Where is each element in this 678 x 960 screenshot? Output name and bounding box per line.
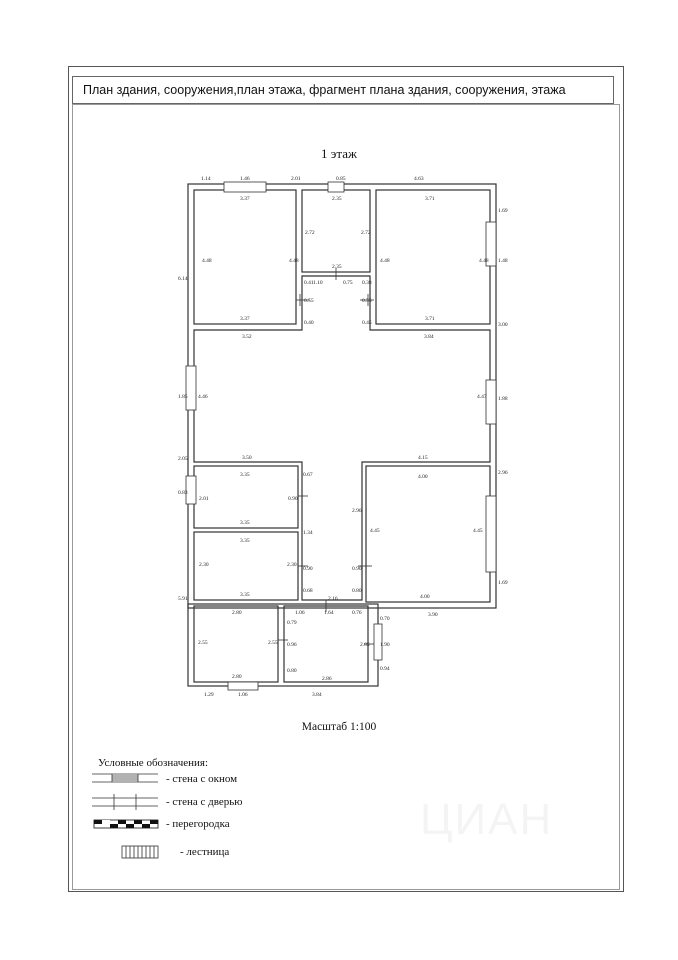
dim-label: 0.80 (287, 668, 297, 674)
dim-label: 4.48 (479, 258, 489, 264)
dim-label: 4.46 (198, 394, 208, 400)
outer-wall-lower (188, 604, 378, 686)
dim-label: 3.35 (240, 520, 250, 526)
dim-label: 4.63 (414, 176, 424, 182)
dim-label: 1.06 (238, 692, 248, 698)
dim-label: 4.48 (289, 258, 299, 264)
dim-label: 0.90 (303, 566, 313, 572)
dim-label: 4.15 (418, 455, 428, 461)
dim-label: 1.10 (313, 280, 323, 286)
dim-label: 2.01 (199, 496, 209, 502)
dim-label: 2.30 (287, 562, 297, 568)
legend-label-partition: - перегородка (166, 818, 230, 830)
dim-label: 2.80 (232, 610, 242, 616)
dim-label: 0.45 (362, 320, 372, 326)
dimension-labels (178, 176, 508, 698)
dim-label: 1.29 (204, 692, 214, 698)
dim-label: 1.06 (295, 610, 305, 616)
dim-label: 4.48 (202, 258, 212, 264)
dim-label: 0.85 (336, 176, 346, 182)
dim-label: 2.16 (328, 596, 338, 602)
dim-label: 2.01 (291, 176, 301, 182)
scale-label: Масштаб 1:100 (301, 721, 377, 733)
hall (194, 276, 490, 600)
dim-label: 0.75 (343, 280, 353, 286)
dim-label: 1.90 (380, 642, 390, 648)
dim-label: 3.00 (498, 322, 508, 328)
dim-label: 3.84 (312, 692, 322, 698)
dim-label: 0.90 (352, 566, 362, 572)
dim-label: 0.80 (352, 588, 362, 594)
dim-label: 3.37 (240, 196, 250, 202)
dim-label: 1.69 (498, 208, 508, 214)
legend-title: Условные обозначения: (98, 757, 209, 769)
dim-label: 6.14 (178, 276, 188, 282)
floor-title: 1 этаж (321, 146, 357, 161)
dim-label: 0.67 (303, 472, 313, 478)
dim-label: 2.80 (232, 674, 242, 680)
dim-label: 3.52 (242, 334, 252, 340)
legend-label-stairs: - лестница (180, 846, 230, 858)
dim-label: 4.47 (477, 394, 487, 400)
dim-label: 1.48 (498, 258, 508, 264)
wall-with-window-icon (92, 774, 158, 782)
page-title: План здания, сооружения,план этажа, фрагмент плана здания, сооружения, этажа (72, 76, 614, 104)
watermark (420, 795, 553, 845)
dim-label: 0.41 (304, 280, 314, 286)
dim-label: 2.30 (199, 562, 209, 568)
dim-label: 3.71 (425, 316, 435, 322)
dim-label: 4.45 (473, 528, 483, 534)
dim-label: 0.90 (288, 496, 298, 502)
dim-label: 3.35 (240, 472, 250, 478)
dim-label: 3.90 (428, 612, 438, 618)
dim-label: 5.91 (178, 596, 188, 602)
dim-label: 2.55 (198, 640, 208, 646)
dim-label: 0.76 (352, 610, 362, 616)
dim-label: 0.55 (362, 298, 372, 304)
window-icon (228, 682, 258, 690)
dim-label: 4.00 (418, 474, 428, 480)
room-6 (366, 466, 490, 602)
dim-label: 2.72 (361, 230, 371, 236)
dim-label: 0.68 (303, 588, 313, 594)
dim-label: 2.96 (352, 508, 362, 514)
dim-label: 2.96 (498, 470, 508, 476)
dim-label: 1.14 (201, 176, 211, 182)
dim-label: 4.48 (380, 258, 390, 264)
dim-label: 2.35 (332, 264, 342, 270)
dim-label: 3.37 (240, 316, 250, 322)
outer-wall-upper (188, 184, 496, 608)
room-1 (194, 190, 296, 324)
window-icon (486, 380, 496, 424)
stairs-icon (122, 846, 158, 858)
room-3 (376, 190, 490, 324)
dim-label: 2.35 (332, 196, 342, 202)
window-icon (224, 182, 266, 192)
dim-label: 1.34 (303, 530, 313, 536)
dim-label: 0.55 (304, 298, 314, 304)
dim-label: 2.85 (360, 642, 370, 648)
dim-label: 1.88 (498, 396, 508, 402)
dim-label: 2.55 (268, 640, 278, 646)
dim-label: 4.00 (420, 594, 430, 600)
dim-label: 4.45 (370, 528, 380, 534)
dim-label: 2.86 (322, 676, 332, 682)
dim-label: 3.35 (240, 538, 250, 544)
window-icon (186, 366, 196, 410)
window-icon (486, 496, 496, 572)
window-icon (328, 182, 344, 192)
dim-label: 3.50 (242, 455, 252, 461)
dim-label: 2.05 (178, 456, 188, 462)
partition-icon (94, 820, 158, 828)
dim-label: 3.71 (425, 196, 435, 202)
legend-icons (92, 774, 158, 858)
dim-label: 0.38 (362, 280, 372, 286)
wall-with-door-icon (92, 794, 158, 810)
dim-label: 1.69 (498, 580, 508, 586)
legend-label-window: - стена с окном (166, 773, 238, 785)
dim-label: 1.85 (178, 394, 188, 400)
dim-label: 1.46 (240, 176, 250, 182)
dim-label: 3.35 (240, 592, 250, 598)
dim-label: 0.83 (178, 490, 188, 496)
dim-label: 0.96 (287, 642, 297, 648)
dim-label: 2.72 (305, 230, 315, 236)
legend-label-door: - стена с дверью (166, 796, 243, 808)
dim-label: 0.70 (380, 616, 390, 622)
dim-label: 1.64 (324, 610, 334, 616)
dim-label: 0.94 (380, 666, 390, 672)
dim-label: 0.79 (287, 620, 297, 626)
dim-label: 3.84 (424, 334, 434, 340)
dim-label: 0.40 (304, 320, 314, 326)
